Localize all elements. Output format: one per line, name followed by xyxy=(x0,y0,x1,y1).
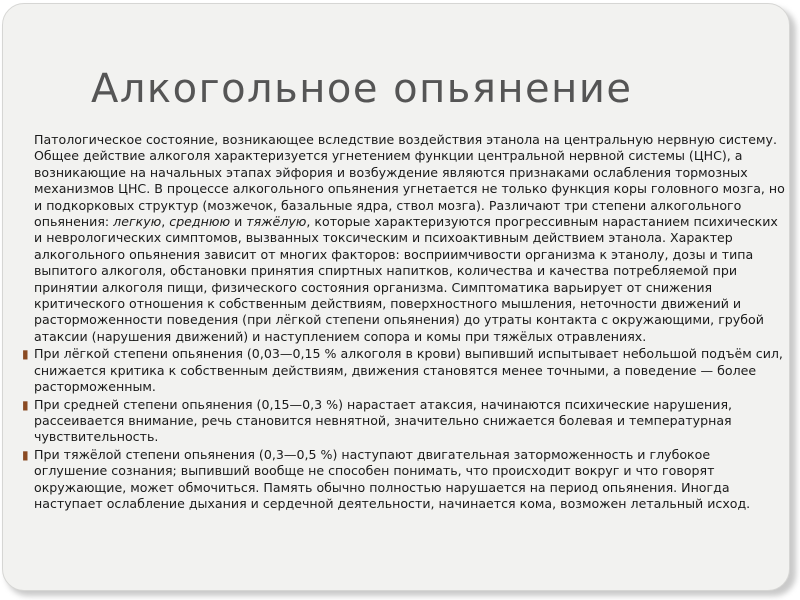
bullet-marker-icon: ▮ xyxy=(22,347,29,362)
bullet-item-medium xyxy=(22,396,786,446)
bullet-text: При лёгкой степени опьянения (0,03—0,15 % алкоголя в крови) выпивший испытывает небольшой подъём сил, снижается критика к собственным действиям, движения становятся менее точными, а поведение — более расторможенным. xyxy=(34,346,783,395)
slide-content xyxy=(22,132,786,512)
slide-title: Алкогольное опьянение xyxy=(91,66,633,112)
intro-text-part1: Патологическое состояние, возникающее вследствие воздействия этанола на центральную нервную систему. Общее действие алкоголя характеризуется угнетением функции центральной нервной системы (ЦНС), а возникающие на начальных этапах эйфория и возбуждение являются признаками ослабления тормозных механизмов ЦНС. В процессе алкогольного опьянения угнетается не только функция коры головного мозга, но и подкорковых структур (мозжечок, базальные ядра, ствол мозга). Различают три степени алкогольного опьянения: xyxy=(34,132,785,230)
bullet-marker-icon: ▮ xyxy=(22,447,29,462)
slide xyxy=(2,3,790,591)
degree-medium: среднюю xyxy=(169,214,231,230)
bullet-marker-icon: ▮ xyxy=(22,397,29,412)
degree-light: легкую xyxy=(113,214,162,230)
bullet-text: При средней степени опьянения (0,15—0,3 %) нарастает атаксия, начинаются психические нарушения, рассеивается внимание, речь становится невнятной, значительно снижается болевая и температурная чувствительность. xyxy=(34,396,733,445)
bullet-list xyxy=(22,346,786,512)
intro-separator-1: , xyxy=(161,214,170,230)
bullet-item-light xyxy=(22,346,786,395)
bullet-item-heavy xyxy=(22,446,786,513)
intro-paragraph xyxy=(34,132,786,345)
degree-heavy: тяжёлую xyxy=(246,214,307,230)
intro-text-part2: , которые характеризуются прогрессивным нарастанием психических и неврологических симптомов, вызванных токсическим и психоактивным действием этанола. Характер алкогольного опьянения зависит от многих факторов: восприимчивости организма к этанолу, дозы и типа выпитого алкоголя, обстановки принятия спиртных напитков, количества и качества потребляемой при принятии алкоголя пищи, физического состояния организма. Симптоматика варьирует от снижения критического отношения к собственным действиям, поверхностного мышления, неточности движений и расторможенности поведения (при лёгкой степени опьянения) до утраты контакта с окружающими, грубой атаксии (нарушения движений) и наступлением сопора и комы при тяжёлых отравлениях. xyxy=(34,214,778,344)
intro-separator-2: и xyxy=(230,214,247,230)
bullet-text: При тяжёлой степени опьянения (0,3—0,5 %) наступают двигательная заторможенность и глубокое оглушение сознания; выпивший вообще не способен понимать, что происходит вокруг и что говорят окружающие, может обмочиться. Память обычно полностью нарушается на период опьянения. Иногда наступает ослабление дыхания и сердечной деятельности, начинается кома, возможен летальный исход. xyxy=(34,446,751,511)
